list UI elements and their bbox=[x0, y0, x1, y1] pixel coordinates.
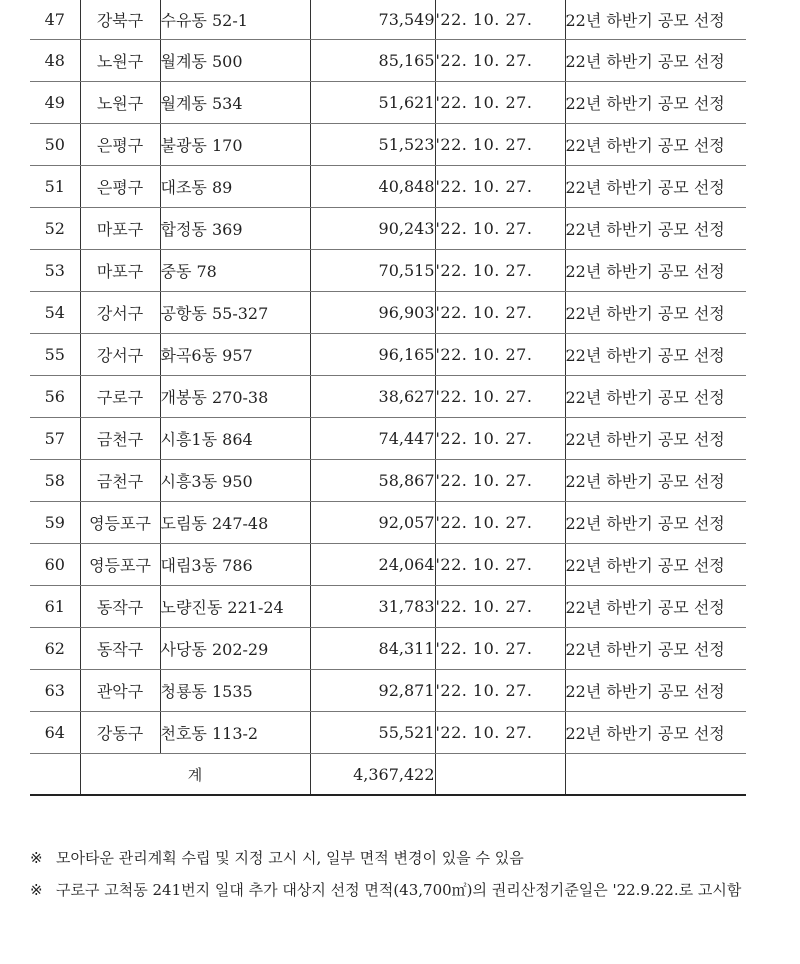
note-mark-symbol: ※ bbox=[30, 881, 43, 899]
selection-date: '22. 10. 27. bbox=[435, 460, 565, 502]
table-row bbox=[30, 586, 746, 628]
area-value: 38,627 bbox=[310, 376, 435, 418]
table-row bbox=[30, 124, 746, 166]
table-row bbox=[30, 208, 746, 250]
location-address: 대림3동 786 bbox=[160, 544, 310, 586]
row-number: 53 bbox=[30, 250, 80, 292]
district-name: 마포구 bbox=[80, 250, 160, 292]
remark: 22년 하반기 공모 선정 bbox=[565, 670, 746, 712]
table-row bbox=[30, 544, 746, 586]
location-address: 청룡동 1535 bbox=[160, 670, 310, 712]
selection-date: '22. 10. 27. bbox=[435, 124, 565, 166]
district-name: 강서구 bbox=[80, 292, 160, 334]
row-number: 64 bbox=[30, 712, 80, 754]
district-name: 구로구 bbox=[80, 376, 160, 418]
district-name: 노원구 bbox=[80, 82, 160, 124]
row-number: 63 bbox=[30, 670, 80, 712]
row-number: 62 bbox=[30, 628, 80, 670]
table-row bbox=[30, 334, 746, 376]
table-row bbox=[30, 502, 746, 544]
remark: 22년 하반기 공모 선정 bbox=[565, 418, 746, 460]
district-name: 관악구 bbox=[80, 670, 160, 712]
total-area: 4,367,422 bbox=[310, 754, 435, 796]
area-value: 90,243 bbox=[310, 208, 435, 250]
table-body bbox=[30, 0, 746, 754]
district-name: 강서구 bbox=[80, 334, 160, 376]
district-name: 동작구 bbox=[80, 586, 160, 628]
total-blank-cell bbox=[565, 754, 746, 796]
area-value: 51,621 bbox=[310, 82, 435, 124]
total-blank-cell bbox=[30, 754, 80, 796]
location-address: 공항동 55-327 bbox=[160, 292, 310, 334]
area-value: 40,848 bbox=[310, 166, 435, 208]
location-address: 도림동 247-48 bbox=[160, 502, 310, 544]
remark: 22년 하반기 공모 선정 bbox=[565, 208, 746, 250]
selection-date: '22. 10. 27. bbox=[435, 712, 565, 754]
row-number: 50 bbox=[30, 124, 80, 166]
footnote-text: 모아타운 관리계획 수립 및 지정 고시 시, 일부 면적 변경이 있을 수 있음 bbox=[56, 849, 524, 867]
row-number: 52 bbox=[30, 208, 80, 250]
selection-date: '22. 10. 27. bbox=[435, 376, 565, 418]
location-address: 시흥3동 950 bbox=[160, 460, 310, 502]
row-number: 57 bbox=[30, 418, 80, 460]
total-label: 계 bbox=[80, 754, 310, 796]
location-address: 개봉동 270-38 bbox=[160, 376, 310, 418]
row-number: 49 bbox=[30, 82, 80, 124]
table-row bbox=[30, 292, 746, 334]
district-name: 은평구 bbox=[80, 166, 160, 208]
area-value: 73,549 bbox=[310, 0, 435, 40]
location-address: 월계동 500 bbox=[160, 40, 310, 82]
area-value: 84,311 bbox=[310, 628, 435, 670]
district-name: 금천구 bbox=[80, 418, 160, 460]
area-value: 96,165 bbox=[310, 334, 435, 376]
district-name: 강북구 bbox=[80, 0, 160, 40]
total-row bbox=[30, 754, 746, 796]
row-number: 61 bbox=[30, 586, 80, 628]
selection-date: '22. 10. 27. bbox=[435, 544, 565, 586]
table-row bbox=[30, 0, 746, 40]
area-value: 92,871 bbox=[310, 670, 435, 712]
selection-date: '22. 10. 27. bbox=[435, 586, 565, 628]
table-row bbox=[30, 82, 746, 124]
district-name: 영등포구 bbox=[80, 502, 160, 544]
selection-date: '22. 10. 27. bbox=[435, 670, 565, 712]
footnote-text: 구로구 고척동 241번지 일대 추가 대상지 선정 면적(43,700㎡)의 권리산정기준일은 '22.9.22.로 고시함 bbox=[56, 881, 742, 899]
selection-date: '22. 10. 27. bbox=[435, 166, 565, 208]
remark: 22년 하반기 공모 선정 bbox=[565, 250, 746, 292]
table-row bbox=[30, 376, 746, 418]
location-address: 중동 78 bbox=[160, 250, 310, 292]
area-value: 92,057 bbox=[310, 502, 435, 544]
table-row bbox=[30, 670, 746, 712]
row-number: 60 bbox=[30, 544, 80, 586]
location-address: 수유동 52-1 bbox=[160, 0, 310, 40]
remark: 22년 하반기 공모 선정 bbox=[565, 376, 746, 418]
row-number: 47 bbox=[30, 0, 80, 40]
location-address: 노량진동 221-24 bbox=[160, 586, 310, 628]
district-name: 마포구 bbox=[80, 208, 160, 250]
row-number: 51 bbox=[30, 166, 80, 208]
footnotes bbox=[30, 842, 770, 906]
table-row bbox=[30, 460, 746, 502]
selection-date: '22. 10. 27. bbox=[435, 628, 565, 670]
location-address: 천호동 113-2 bbox=[160, 712, 310, 754]
row-number: 58 bbox=[30, 460, 80, 502]
row-number: 56 bbox=[30, 376, 80, 418]
remark: 22년 하반기 공모 선정 bbox=[565, 502, 746, 544]
table-row bbox=[30, 40, 746, 82]
selection-date: '22. 10. 27. bbox=[435, 502, 565, 544]
location-address: 합정동 369 bbox=[160, 208, 310, 250]
row-number: 54 bbox=[30, 292, 80, 334]
remark: 22년 하반기 공모 선정 bbox=[565, 82, 746, 124]
selection-date: '22. 10. 27. bbox=[435, 0, 565, 40]
table-row bbox=[30, 166, 746, 208]
district-name: 은평구 bbox=[80, 124, 160, 166]
footnote-item bbox=[30, 842, 770, 874]
location-address: 월계동 534 bbox=[160, 82, 310, 124]
remark: 22년 하반기 공모 선정 bbox=[565, 166, 746, 208]
district-selection-table bbox=[30, 0, 746, 796]
district-name: 노원구 bbox=[80, 40, 160, 82]
remark: 22년 하반기 공모 선정 bbox=[565, 0, 746, 40]
row-number: 59 bbox=[30, 502, 80, 544]
total-blank-cell bbox=[435, 754, 565, 796]
remark: 22년 하반기 공모 선정 bbox=[565, 40, 746, 82]
row-number: 55 bbox=[30, 334, 80, 376]
district-name: 영등포구 bbox=[80, 544, 160, 586]
location-address: 화곡6동 957 bbox=[160, 334, 310, 376]
remark: 22년 하반기 공모 선정 bbox=[565, 586, 746, 628]
remark: 22년 하반기 공모 선정 bbox=[565, 292, 746, 334]
selection-date: '22. 10. 27. bbox=[435, 208, 565, 250]
selection-date: '22. 10. 27. bbox=[435, 334, 565, 376]
remark: 22년 하반기 공모 선정 bbox=[565, 544, 746, 586]
area-value: 70,515 bbox=[310, 250, 435, 292]
area-value: 51,523 bbox=[310, 124, 435, 166]
location-address: 불광동 170 bbox=[160, 124, 310, 166]
remark: 22년 하반기 공모 선정 bbox=[565, 628, 746, 670]
area-value: 24,064 bbox=[310, 544, 435, 586]
remark: 22년 하반기 공모 선정 bbox=[565, 460, 746, 502]
district-name: 동작구 bbox=[80, 628, 160, 670]
area-value: 85,165 bbox=[310, 40, 435, 82]
area-value: 96,903 bbox=[310, 292, 435, 334]
table-row bbox=[30, 712, 746, 754]
location-address: 사당동 202-29 bbox=[160, 628, 310, 670]
location-address: 시흥1동 864 bbox=[160, 418, 310, 460]
selection-date: '22. 10. 27. bbox=[435, 292, 565, 334]
area-value: 55,521 bbox=[310, 712, 435, 754]
table-row bbox=[30, 418, 746, 460]
area-value: 74,447 bbox=[310, 418, 435, 460]
table-row bbox=[30, 628, 746, 670]
selection-date: '22. 10. 27. bbox=[435, 418, 565, 460]
area-value: 31,783 bbox=[310, 586, 435, 628]
selection-date: '22. 10. 27. bbox=[435, 40, 565, 82]
note-mark-symbol: ※ bbox=[30, 849, 43, 867]
row-number: 48 bbox=[30, 40, 80, 82]
area-value: 58,867 bbox=[310, 460, 435, 502]
district-name: 강동구 bbox=[80, 712, 160, 754]
district-name: 금천구 bbox=[80, 460, 160, 502]
table-row bbox=[30, 250, 746, 292]
remark: 22년 하반기 공모 선정 bbox=[565, 334, 746, 376]
footnote-item bbox=[30, 874, 770, 906]
selection-date: '22. 10. 27. bbox=[435, 250, 565, 292]
remark: 22년 하반기 공모 선정 bbox=[565, 124, 746, 166]
selection-date: '22. 10. 27. bbox=[435, 82, 565, 124]
location-address: 대조동 89 bbox=[160, 166, 310, 208]
remark: 22년 하반기 공모 선정 bbox=[565, 712, 746, 754]
